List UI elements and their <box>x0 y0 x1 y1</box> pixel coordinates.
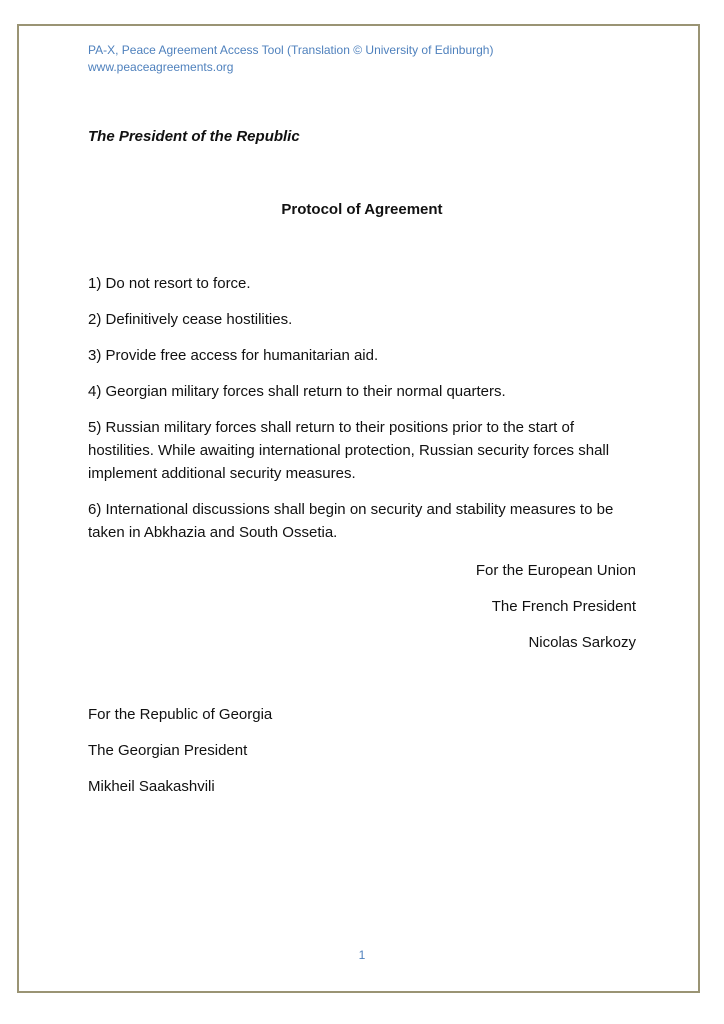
clause-2: 2) Definitively cease hostilities. <box>88 311 293 328</box>
signatory-georgia-role: The Georgian President <box>88 742 248 759</box>
clause-6: 6) International discussions shall begin on security and stability measures to be taken in Abkhazia and South Ossetia. <box>88 501 614 541</box>
clause-list <box>88 272 640 557</box>
clause-5: 5) Russian military forces shall return to their positions prior to the start of hostilities. While awaiting international protection, Russian security forces shall implement additional security measures. <box>88 419 610 482</box>
signature-block-georgia <box>88 705 272 813</box>
page-number: 1 <box>358 948 366 962</box>
header-website-link[interactable]: www.peaceagreements.org <box>88 60 234 74</box>
signatory-eu-name: Nicolas Sarkozy <box>528 634 636 651</box>
signatory-eu-role: The French President <box>491 598 636 615</box>
signatory-georgia-party: For the Republic of Georgia <box>88 706 273 723</box>
clause-3: 3) Provide free access for humanitarian aid. <box>88 347 379 364</box>
clause-4: 4) Georgian military forces shall return to their normal quarters. <box>88 383 506 400</box>
page-header <box>88 42 493 76</box>
document-title: Protocol of Agreement <box>281 201 443 218</box>
signatory-georgia-name: Mikheil Saakashvili <box>88 778 215 795</box>
signatory-eu-party: For the European Union <box>475 562 636 579</box>
header-source-line: PA-X, Peace Agreement Access Tool (Translation © University of Edinburgh) <box>88 43 494 57</box>
signature-block-eu <box>476 561 636 669</box>
issuer-heading: The President of the Republic <box>88 128 300 145</box>
clause-1: 1) Do not resort to force. <box>88 275 251 292</box>
